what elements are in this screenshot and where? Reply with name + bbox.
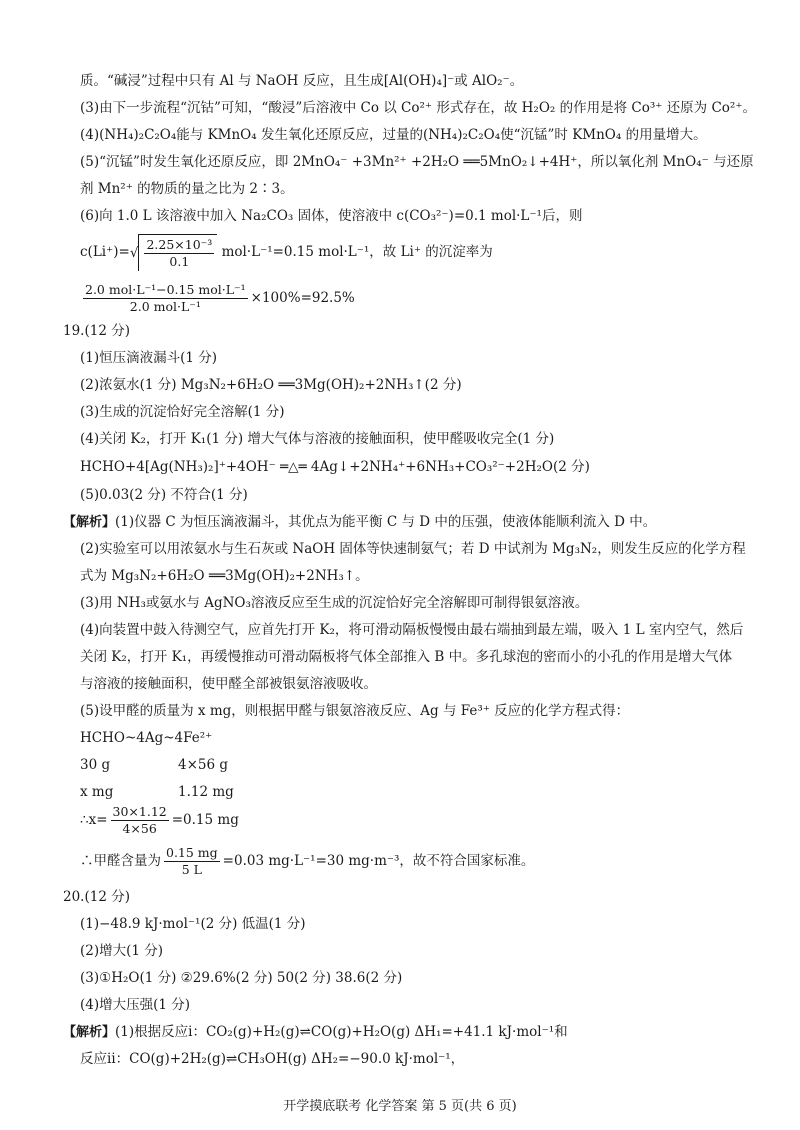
ratio-cell: x mg (80, 784, 114, 800)
eq1-prefix: c(Li⁺)= (80, 244, 130, 260)
q19-calc-1 (80, 802, 239, 838)
q19-answer-3: (3)生成的沉淀恰好完全溶解(1 分) (80, 404, 285, 420)
ratio-cell: 30 g (80, 757, 111, 773)
eq1-suffix: mol·L⁻¹=0.15 mol·L⁻¹，故 Li⁺ 的沉淀率为 (221, 244, 493, 260)
q18-line2: (3)由下一步流程“沉钴”可知，“酸浸”后溶液中 Co 以 Co²⁺ 形式存在，故 H₂O₂ 的作用是将 Co³⁺ 还原为 Co²⁺。 (80, 100, 756, 116)
q18-line6: (6)向 1.0 L 该溶液中加入 Na₂CO₃ 固体，使溶液中 c(CO₃²⁻)=0.1 mol·L⁻¹后，则 (80, 208, 583, 224)
analysis-label: 【解析】 (63, 1025, 116, 1040)
calc2-prefix: ∴甲醛含量为 (80, 853, 161, 869)
q19-analysis-4b: 关闭 K₂，打开 K₁，再缓慢推动可滑动隔板将气体全部推入 B 中。多孔球泡的密而小的小孔的作用是增大气体 (80, 649, 733, 665)
eq2-denominator: 2.0 mol·L⁻¹ (129, 299, 201, 314)
eq1-fraction (144, 237, 214, 270)
analysis-text: (1)仪器 C 为恒压滴液漏斗，其优点为能平衡 C 与 D 中的压强，使液体能顺利流入 D 中。 (115, 514, 657, 530)
q19-relation: HCHO~4Ag~4Fe²⁺ (80, 730, 213, 746)
q18-line1: 质。“碱浸”过程中只有 Al 与 NaOH 反应，且生成[Al(OH)₄]⁻或 AlO₂⁻。 (80, 73, 524, 89)
q19-answer-2: (2)浓氨水(1 分) Mg₃N₂+6H₂O ══3Mg(OH)₂+2NH₃↑(2 分) (80, 377, 462, 393)
q19-analysis-4a: (4)向装置中鼓入待测空气，应首先打开 K₂，将可滑动隔板慢慢由最右端抽到最左端，吸入 1 L 室内空气，然后 (80, 622, 744, 638)
sqrt-sign: √ $\frac{\text{2.25×10⁻³}}{0.1}$ (130, 234, 217, 271)
calc1-denominator: 4×56 (122, 821, 157, 836)
calc2-suffix: =0.03 mg·L⁻¹=30 mg·m⁻³，故不符合国家标准。 (222, 853, 535, 869)
calc1-fraction (111, 804, 169, 837)
calc1-numerator: 30×1.12 (112, 804, 167, 819)
q19-analysis-2a: (2)实验室可以用浓氨水与生石灰或 NaOH 固体等快速制氨气；若 D 中试剂为 Mg₃N₂，则发生反应的化学方程 (80, 541, 746, 557)
q20-answer-1: (1)−48.9 kJ·mol⁻¹(2 分) 低温(1 分) (80, 916, 306, 932)
q19-analysis-3: (3)用 NH₃或氨水与 AgNO₃溶液反应至生成的沉淀恰好完全溶解即可制得银氨溶液。 (80, 595, 589, 611)
q19-title: 19.(12 分) (63, 323, 130, 339)
q19-calc-2 (80, 843, 534, 879)
q18-eq1 (80, 234, 493, 271)
analysis-label: 【解析】 (63, 515, 116, 530)
q20-answer-4: (4)增大压强(1 分) (80, 997, 191, 1013)
q19-analysis-5: (5)设甲醛的质量为 x mg，则根据甲醛与银氨溶液反应、Ag 与 Fe³⁺ 反应的化学方程式得： (80, 703, 630, 719)
q19-ratio-row-2 (80, 783, 234, 801)
calc2-numerator: 0.15 mg (166, 845, 218, 860)
q20-answer-3: (3)①H₂O(1 分) ②29.6%(2 分) 50(2 分) 38.6(2 分) (80, 970, 403, 986)
q19-ratio-row-1 (80, 756, 228, 774)
q20-title: 20.(12 分) (63, 889, 130, 905)
q18-eq2 (80, 280, 355, 316)
q18-line3: (4)(NH₄)₂C₂O₄能与 KMnO₄ 发生氧化还原反应，过量的(NH₄)₂C₂O₄使“沉锰”时 KMnO₄ 的用量增大。 (80, 127, 707, 143)
q18-line4: (5)“沉锰”时发生氧化还原反应，即 2MnO₄⁻ +3Mn²⁺ +2H₂O ══5MnO₂↓+4H⁺，所以氧化剂 MnO₄⁻ 与还原 (80, 154, 754, 170)
q18-line5: 剂 Mn²⁺ 的物质的量之比为 2∶3。 (80, 181, 294, 197)
q19-analysis-2b: 式为 Mg₃N₂+6H₂O ══3Mg(OH)₂+2NH₃↑。 (80, 568, 369, 584)
q20-analysis-1 (63, 1023, 568, 1042)
q19-analysis-1 (63, 513, 656, 532)
analysis-text: (1)根据反应ⅰ：CO₂(g)+H₂(g)⇌CO(g)+H₂O(g) ΔH₁=+41.1 kJ·mol⁻¹和 (115, 1024, 568, 1040)
q20-answer-2: (2)增大(1 分) (80, 943, 164, 959)
ratio-cell: 1.12 mg (178, 784, 234, 800)
calc1-suffix: =0.15 mg (171, 812, 239, 828)
eq1-denominator: 0.1 (169, 254, 190, 269)
eq2-fraction (83, 282, 248, 315)
q19-answer-5: (5)0.03(2 分) 不符合(1 分) (80, 487, 248, 503)
q19-answer-1: (1)恒压滴液漏斗(1 分) (80, 350, 218, 366)
q19-answer-4b: HCHO+4[Ag(NH₃)₂]⁺+4OH⁻ ═△═ 4Ag↓+2NH₄⁺+6NH₃+CO₃²⁻+2H₂O(2 分) (80, 459, 590, 475)
eq2-suffix: ×100%=92.5% (250, 290, 355, 306)
eq1-numerator: 2.25×10⁻³ (146, 237, 213, 252)
page-footer: 开学摸底联考 化学答案 第 5 页(共 6 页) (283, 1099, 517, 1114)
q20-analysis-2: 反应ⅱ：CO(g)+2H₂(g)⇌CH₃OH(g) ΔH₂=−90.0 kJ·mol⁻¹， (80, 1051, 465, 1067)
ratio-cell: 4×56 g (178, 757, 229, 773)
eq2-numerator: 2.0 mol·L⁻¹−0.15 mol·L⁻¹ (85, 282, 246, 297)
calc2-fraction (164, 845, 220, 878)
q19-answer-4: (4)关闭 K₂，打开 K₁(1 分) 增大气体与溶液的接触面积，使甲醛吸收完全(1 分) (80, 431, 555, 447)
q19-analysis-4c: 与溶液的接触面积，使甲醛全部被银氨溶液吸收。 (80, 676, 377, 692)
calc1-prefix: ∴x= (80, 812, 108, 828)
calc2-denominator: 5 L (181, 862, 202, 877)
